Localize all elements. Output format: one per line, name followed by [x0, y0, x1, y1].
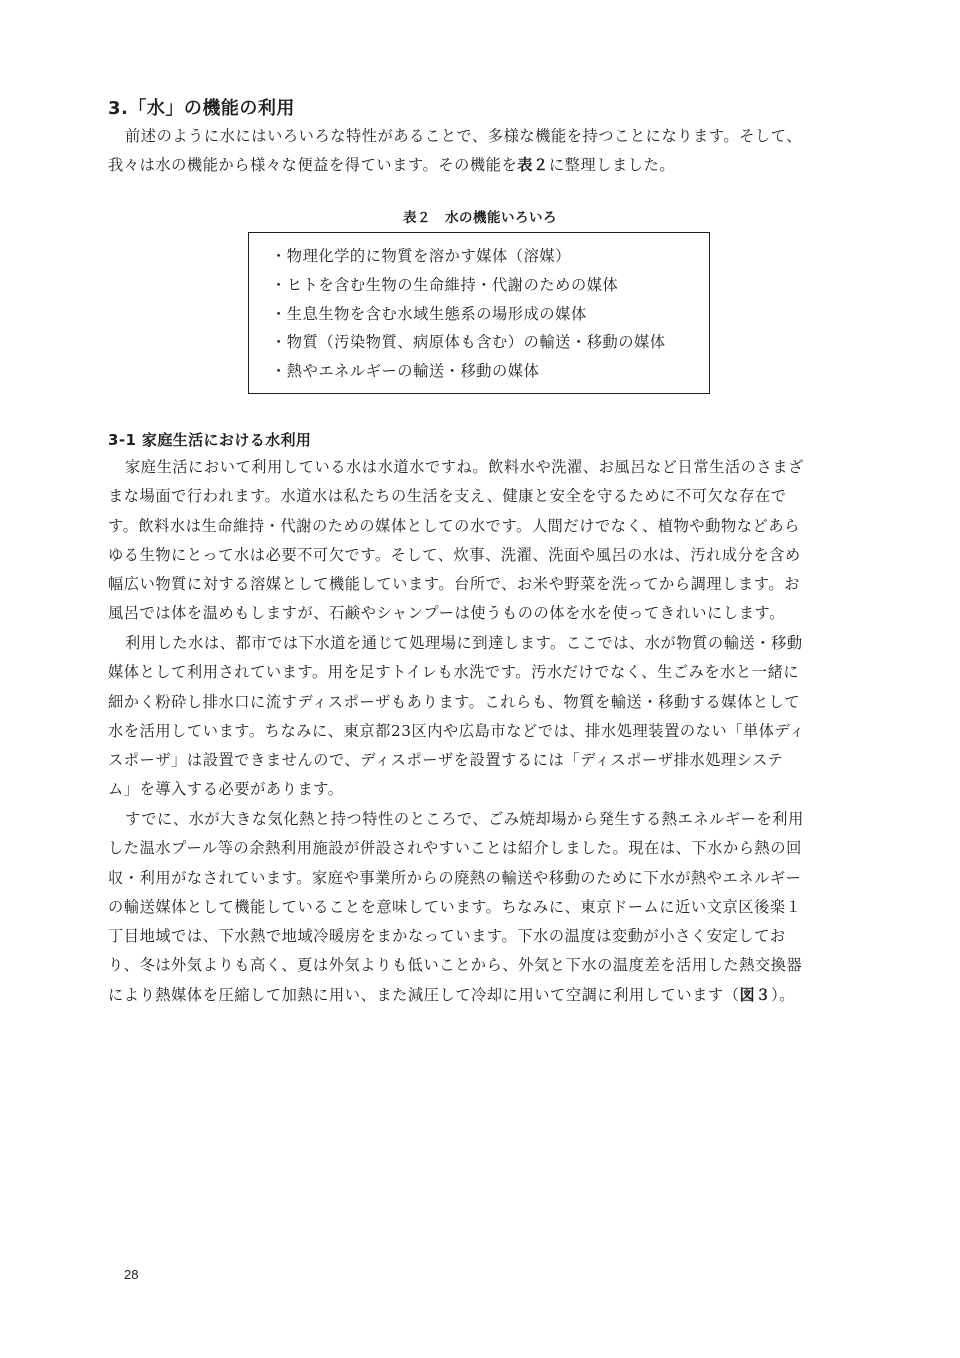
- paragraph-line-text: により熱媒体を圧縮して加熱に用い、また減圧して冷却に用いて空調に利用しています（: [108, 985, 740, 1004]
- paragraph-line: す。飲料水は生命維持・代謝のための媒体としての水です。人間だけでなく、植物や動物などあら: [108, 516, 800, 535]
- paragraph-line: 水を活用しています。ちなみに、東京都23区内や広島市などでは、排水処理装置のない「単体ディ: [108, 721, 805, 740]
- table-caption: [0, 206, 960, 226]
- list-item: ・物理化学的に物質を溶かす媒体（溶媒）: [271, 247, 571, 265]
- intro-line-2-text: 我々は水の機能から様々な便益を得ています。その機能を: [108, 156, 518, 175]
- subsection-heading: 3-1 家庭生活における水利用: [108, 431, 312, 449]
- paragraph-line: 丁目地域では、下水熱で地域冷暖房をまかなっています。下水の温度は変動が小さく安定してお: [108, 927, 786, 946]
- paragraph-line: ゆる生物にとって水は必要不可欠です。そして、炊事、洗濯、洗面や風呂の水は、汚れ成分を含め: [108, 545, 801, 564]
- list-item: ・物質（汚染物質、病原体も含む）の輸送・移動の媒体: [271, 333, 666, 352]
- section-heading: 3.「水」の機能の利用: [108, 98, 295, 119]
- intro-line-2: [108, 151, 860, 180]
- table-reference: 表２: [517, 156, 549, 175]
- paragraph-line: の輸送媒体として機能していることを意味しています。ちなみに、東京ドームに近い文京区後楽１: [108, 897, 802, 916]
- paragraph-line: 媒体として利用されています。用を足すトイレも水洗です。汚水だけでなく、生ごみを水と一緒に: [108, 663, 800, 682]
- paragraph-line-tail: ）。: [771, 985, 796, 1004]
- intro-paragraph: [108, 122, 860, 181]
- paragraph-line: 細かく粉砕し排水口に流すディスポーザもあります。これらも、物質を輸送・移動する媒体として: [108, 692, 801, 711]
- figure-reference: 図３: [739, 985, 772, 1004]
- paragraph-line: ム」を導入する必要があります。: [108, 780, 344, 799]
- paragraph-line: 風呂では体を温めもしますが、石鹸やシャンプーは使うものの体を水を使ってきれいにします。: [108, 604, 785, 623]
- paragraph-line: [108, 981, 860, 1010]
- paragraph-line: 利用した水は、都市では下水道を通じて処理場に到達します。ここでは、水が物質の輸送・移動: [125, 634, 803, 652]
- intro-line-1: 前述のように水にはいろいろな特性があることで、多様な機能を持つことになります。そして、: [125, 127, 803, 145]
- paragraph-line: すでに、水が大きな気化熱と持つ特性のところで、ごみ焼却場から発生する熱エネルギーを利用: [125, 810, 804, 828]
- paragraph-line: スポーザ」は設置できませんので、ディスポーザを設置するには「ディスポーザ排水処理システ: [108, 751, 784, 770]
- list-item: ・ヒトを含む生物の生命維持・代謝のための媒体: [271, 275, 619, 294]
- paragraph-line: まな場面で行われます。水道水は私たちの生活を支え、健康と安全を守るために不可欠な存在で: [108, 487, 787, 506]
- list-item: ・熱やエネルギーの輸送・移動の媒体: [271, 362, 540, 381]
- list-item: ・生息生物を含む水域生態系の場形成の媒体: [271, 304, 587, 323]
- table-caption-title: 水の機能いろいろ: [445, 210, 557, 226]
- body-paragraph-1: [108, 453, 860, 629]
- paragraph-line: した温水プール等の余熱利用施設が併設されやすいことは紹介しました。現在は、下水から熱の回: [108, 839, 802, 858]
- water-functions-table: [248, 232, 710, 394]
- paragraph-line: り、冬は外気よりも高く、夏は外気よりも低いことから、外気と下水の温度差を活用した熱交換器: [108, 956, 803, 975]
- body-paragraph-2: [108, 629, 860, 805]
- page-number: 28: [124, 1267, 139, 1282]
- table-caption-label: 表２: [403, 210, 431, 226]
- paragraph-line: 幅広い物質に対する溶媒として機能しています。台所で、お米や野菜を洗ってから調理します。お: [108, 575, 800, 594]
- water-functions-list: [249, 233, 709, 386]
- paragraph-line: 家庭生活において利用している水は水道水ですね。飲料水や洗濯、お風呂など日常生活のさまざ: [125, 458, 804, 476]
- paragraph-line: 収・利用がなされています。家庭や事業所からの廃熱の輸送や移動のために下水が熱やエネルギー: [108, 868, 802, 887]
- body-paragraph-3: [108, 805, 860, 1010]
- intro-line-2-tail: に整理しました。: [548, 156, 676, 175]
